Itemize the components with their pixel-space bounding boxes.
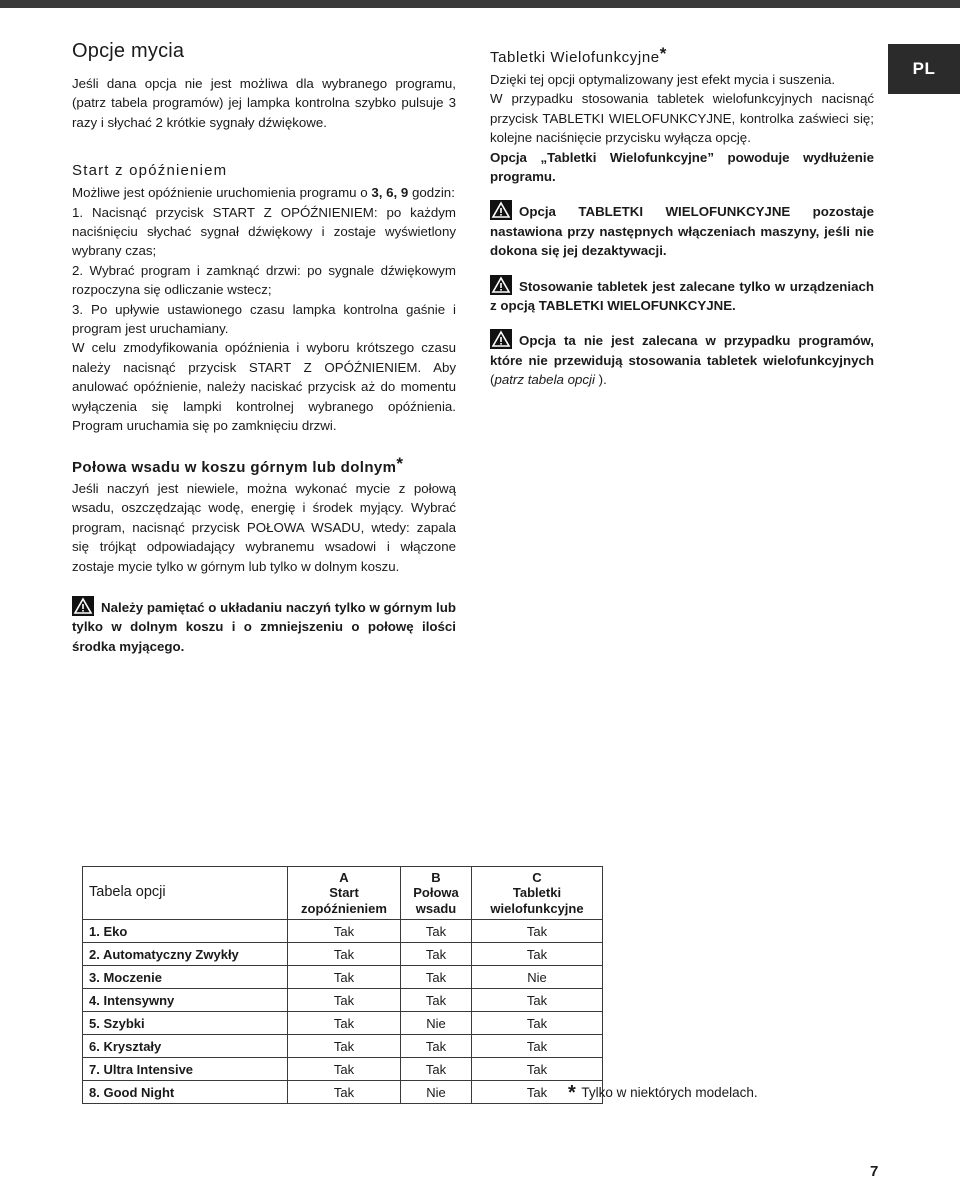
- column-letter: B: [431, 869, 441, 885]
- program-name-cell: 1. Eko: [83, 920, 288, 943]
- program-name-cell: 3. Moczenie: [83, 966, 288, 989]
- option-cell-c: Tak: [472, 1058, 603, 1081]
- option-cell-a: Tak: [288, 1012, 401, 1035]
- tablets-warning-2-text: Stosowanie tabletek jest zalecane tylko w urządzeniach z opcją TABLETKI WIELOFUNKCYJNE.: [490, 278, 874, 314]
- column-name: Tabletki: [512, 885, 562, 901]
- footnote-star: *: [568, 1082, 576, 1104]
- half-load-title: [72, 454, 456, 476]
- section-title: Opcje mycia: [72, 40, 185, 62]
- delay-intro-b: godzin:: [408, 185, 455, 201]
- table-row: [83, 943, 603, 966]
- table-header-row: [83, 867, 603, 920]
- tablets-warning-1-text: Opcja TABLETKI WIELOFUNKCYJNE pozostaje nastawiona przy następnych włączeniach maszyny, jeśli nie dokona się jej dezaktywacji.: [490, 204, 874, 259]
- half-load-section: [72, 454, 456, 656]
- option-cell-a: Tak: [288, 1081, 401, 1104]
- column-letter: C: [532, 869, 542, 885]
- option-cell-a: Tak: [288, 943, 401, 966]
- language-tab: PL: [888, 44, 960, 94]
- column-name: Start: [329, 885, 359, 901]
- half-load-star: *: [396, 454, 404, 473]
- option-cell-a: Tak: [288, 989, 401, 1012]
- table-row: [83, 1035, 603, 1058]
- tablets-p3: Opcja „Tabletki Wielofunkcyjne” powoduje wydłużenie programu.: [490, 149, 874, 185]
- warning-icon: [490, 200, 512, 220]
- right-column: [490, 44, 874, 390]
- tablets-title: [490, 44, 874, 66]
- column-header-c: [472, 867, 603, 920]
- table-row: [83, 966, 603, 989]
- delay-step-3: 3. Po upływie ustawionego czasu lampka kontrolna gaśnie i program jest uruchamiany.: [72, 301, 456, 337]
- tablets-warning-2: [490, 275, 874, 316]
- option-cell-b: Nie: [401, 1081, 472, 1104]
- table-row: [83, 920, 603, 943]
- option-cell-a: Tak: [288, 1058, 401, 1081]
- option-cell-c: Nie: [472, 966, 603, 989]
- option-cell-c: Tak: [472, 1035, 603, 1058]
- option-cell-c: Tak: [472, 1012, 603, 1035]
- program-name-cell: 6. Kryształy: [83, 1035, 288, 1058]
- delay-intro-a: Możliwe jest opóźnienie uruchomienia programu o: [72, 185, 372, 201]
- option-cell-a: Tak: [288, 1035, 401, 1058]
- tablets-p1: Dzięki tej opcji optymalizowany jest efekt mycia i suszenia.: [490, 72, 836, 87]
- warning-icon: [490, 275, 512, 295]
- tablets-warning-3-text: Opcja ta nie jest zalecana w przypadku programów, które nie przewidują stosowania tabletek wielofunkcyjnych: [490, 333, 874, 368]
- tablets-warning-3: Opcja ta nie jest zalecana w przypadku programów, które nie przewidują stosowania tabletek wielofunkcyjnych (patrz tabela opcji ).: [490, 329, 874, 389]
- option-cell-b: Tak: [401, 943, 472, 966]
- option-cell-b: Nie: [401, 1012, 472, 1035]
- delay-extra: W celu zmodyfikowania opóźnienia i wyboru krótszego czasu należy nacisnąć przycisk START Z OPÓŹNIENIEM. Aby anulować opóźnienie, należy naciskać przycisk aż do momentu wyłączenia się lampki kontrolnej wybranego opóźnienia. Program uruchamia się po zamknięciu drzwi.: [72, 340, 456, 434]
- column-header-a: [288, 867, 401, 920]
- table-row: [83, 1012, 603, 1035]
- delay-step-1: 1. Nacisnąć przycisk START Z OPÓŹNIENIEM: po każdym naciśnięciu słychać sygnał dźwiękowy i zostaje wyświetlony wybrany czas;: [72, 204, 456, 259]
- column-name: wielofunkcyjne: [490, 900, 584, 916]
- column-letter: A: [339, 869, 349, 885]
- half-load-warning-text: Należy pamiętać o układaniu naczyń tylko w górnym lub tylko w dolnym koszu i o zmniejszeniu o połowę ilości środka myjącego.: [72, 600, 456, 654]
- footnote-text: Tylko w niektórych modelach.: [581, 1085, 758, 1100]
- footnote: [568, 1082, 758, 1105]
- warning-icon: [490, 329, 512, 349]
- tablets-warning-1: [490, 200, 874, 260]
- top-bar: [0, 0, 960, 8]
- table-row: [83, 1081, 603, 1104]
- option-cell-c: Tak: [472, 1081, 603, 1104]
- option-cell-a: Tak: [288, 920, 401, 943]
- half-load-title-text: Połowa wsadu w koszu górnym lub dolnym: [72, 459, 397, 476]
- half-load-warning: [72, 596, 456, 656]
- options-table: [82, 866, 603, 1104]
- warning-icon: [72, 596, 94, 616]
- column-header-b: [401, 867, 472, 920]
- tablets-p2: W przypadku stosowania tabletek wielofunkcyjnych nacisnąć przycisk TABLETKI WIELOFUNKCYJNE, kontrolka zaświeci się; kolejne naciśnięcie przycisku wyłącza opcję.: [490, 91, 874, 146]
- delay-step-2: 2. Wybrać program i zamknąć drzwi: po sygnale dźwiękowym rozpoczyna się odliczanie wstecz;: [72, 262, 456, 298]
- column-name: Połowa: [413, 885, 459, 901]
- table-row: [83, 989, 603, 1012]
- option-cell-c: Tak: [472, 943, 603, 966]
- page-number: 7: [870, 1163, 879, 1180]
- column-name: zopóźnieniem: [301, 900, 387, 916]
- column-name: wsadu: [415, 900, 457, 916]
- tablets-star: *: [659, 44, 667, 63]
- tablets-warning-3-ref: patrz tabela opcji: [494, 372, 595, 388]
- option-cell-b: Tak: [401, 1035, 472, 1058]
- option-cell-b: Tak: [401, 920, 472, 943]
- delay-intro: [72, 183, 456, 202]
- option-cell-b: Tak: [401, 1058, 472, 1081]
- program-name-cell: 2. Automatyczny Zwykły: [83, 943, 288, 966]
- tablets-title-text: Tabletki Wielofunkcyjne: [490, 49, 660, 66]
- option-cell-b: Tak: [401, 989, 472, 1012]
- option-cell-b: Tak: [401, 966, 472, 989]
- delay-hours: 3, 6, 9: [371, 185, 409, 201]
- option-cell-a: Tak: [288, 966, 401, 989]
- table-label: Tabela opcji: [83, 867, 288, 920]
- delay-title: Start z opóźnieniem: [72, 162, 228, 180]
- left-column: [72, 40, 456, 436]
- program-name-cell: 4. Intensywny: [83, 989, 288, 1012]
- program-name-cell: 5. Szybki: [83, 1012, 288, 1035]
- table-row: [83, 1058, 603, 1081]
- intro-text: Jeśli dana opcja nie jest możliwa dla wybranego programu, (patrz tabela programów) jej lampka kontrolna szybko pulsuje 3 razy i słychać 2 krótkie sygnały dźwiękowe.: [72, 76, 456, 130]
- half-load-text: Jeśli naczyń jest niewiele, można wykonać mycie z połową wsadu, oszczędzając wodę, energię i środek myjący. Wybrać program, nacisnąć przycisk POŁOWA WSADU, wtedy: zapala się trójkąt odpowiadający wybranemu wsadowi i włączone zostaje mycie tylko w górnym lub tylko w dolnym koszu.: [72, 481, 456, 574]
- option-cell-c: Tak: [472, 920, 603, 943]
- program-name-cell: 8. Good Night: [83, 1081, 288, 1104]
- option-cell-c: Tak: [472, 989, 603, 1012]
- program-name-cell: 7. Ultra Intensive: [83, 1058, 288, 1081]
